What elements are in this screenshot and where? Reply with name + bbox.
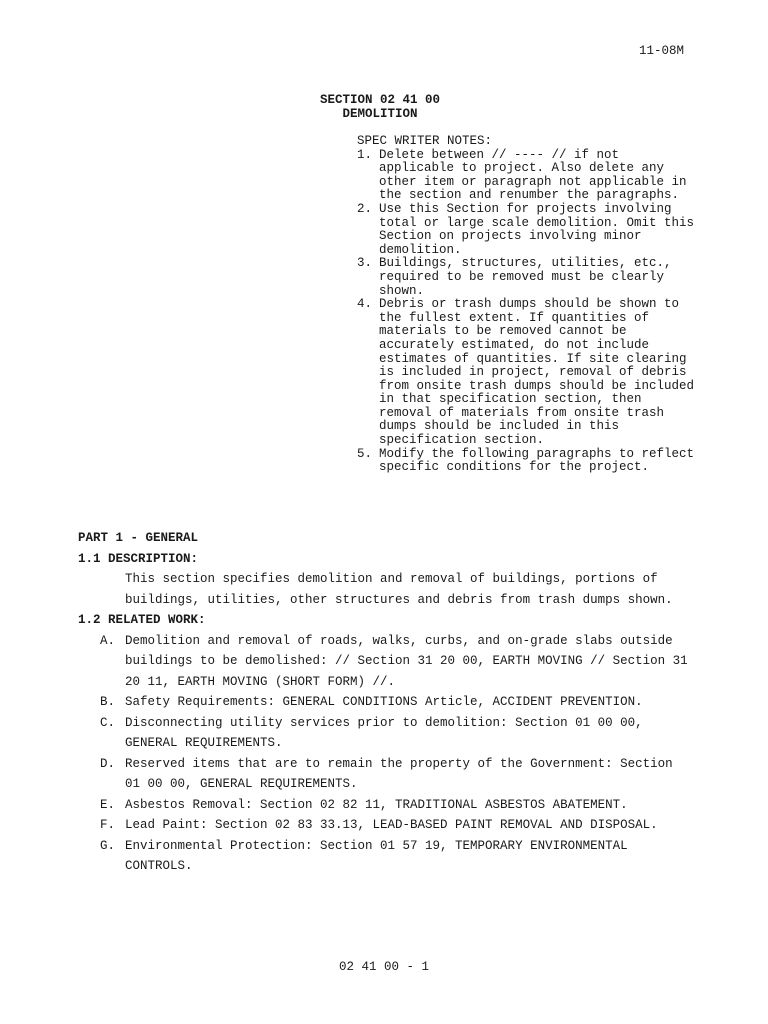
related-work-item xyxy=(78,836,688,877)
spec-note-number: 3. xyxy=(357,256,373,271)
spec-note-number: 5. xyxy=(357,446,373,461)
spec-note-text: Debris or trash dumps should be shown to the fullest extent. If quantities of materials to be removed cannot be accurately estimated, do not include estimates of quantities. If site clearing is included in project, removal of debris from onsite trash dumps should be included in that specification section, then removal of materials from onsite trash dumps should be included in this specification section. xyxy=(379,297,695,448)
spec-note-item xyxy=(357,149,697,203)
item-text: Lead Paint: Section 02 83 33.13, LEAD-BASED PAINT REMOVAL AND DISPOSAL. xyxy=(125,818,658,832)
section-title: DEMOLITION xyxy=(342,107,418,121)
spec-note-number: 4. xyxy=(357,297,373,312)
item-letter: D. xyxy=(100,756,116,771)
spec-notes-title: SPEC WRITER NOTES: xyxy=(357,134,493,148)
related-work-heading: 1.2 RELATED WORK: xyxy=(78,613,206,627)
spec-note-text: Modify the following paragraphs to reflect specific conditions for the project. xyxy=(379,446,695,475)
spec-writer-notes xyxy=(357,135,697,475)
page-footer-number: 02 41 00 - 1 xyxy=(338,960,429,974)
spec-note-item xyxy=(357,203,697,257)
related-work-item xyxy=(78,754,688,795)
spec-note-item xyxy=(357,448,697,475)
spec-note-text: Delete between // ---- // if not applicable to project. Also delete any other item or paragraph not applicable in the section and renumber the paragraphs. xyxy=(379,147,687,203)
section-number: SECTION 02 41 00 xyxy=(319,93,441,107)
related-work-item xyxy=(78,713,688,754)
part-1-general xyxy=(78,528,688,877)
related-work-item xyxy=(78,795,688,816)
item-text: Safety Requirements: GENERAL CONDITIONS Article, ACCIDENT PREVENTION. xyxy=(125,695,643,709)
related-work-item xyxy=(78,815,688,836)
item-letter: E. xyxy=(100,797,116,812)
section-heading xyxy=(290,93,470,121)
description-paragraph: This section specifies demolition and removal of buildings, portions of buildings, utilities, other structures and debris from trash dumps shown. xyxy=(125,572,673,607)
document-revision-code: 11-08M xyxy=(638,44,684,58)
item-letter: A. xyxy=(100,633,116,648)
part-title: PART 1 - GENERAL xyxy=(78,531,199,545)
item-text: Disconnecting utility services prior to demolition: Section 01 00 00, GENERAL REQUIREMENTS. xyxy=(125,715,643,750)
spec-note-number: 2. xyxy=(357,201,373,216)
related-work-list xyxy=(78,631,688,877)
spec-note-item xyxy=(357,257,697,298)
item-text: Environmental Protection: Section 01 57 19, TEMPORARY ENVIRONMENTAL CONTROLS. xyxy=(125,838,628,873)
item-letter: F. xyxy=(100,818,116,832)
item-text: Demolition and removal of roads, walks, curbs, and on-grade slabs outside buildings to be demolished: // Section 31 20 00, EARTH MOVING // Section 31 20 11, EARTH MOVING (SHORT FORM) //. xyxy=(125,633,688,689)
item-text: Reserved items that are to remain the property of the Government: Section 01 00 00, GENERAL REQUIREMENTS. xyxy=(125,756,673,791)
spec-note-text: Use this Section for projects involving total or large scale demolition. Omit this Section on projects involving minor demolition. xyxy=(379,201,695,257)
related-work-item xyxy=(78,692,688,713)
item-letter: B. xyxy=(100,695,116,709)
spec-notes-list xyxy=(357,149,697,475)
item-letter: C. xyxy=(100,715,116,730)
item-text: Asbestos Removal: Section 02 82 11, TRADITIONAL ASBESTOS ABATEMENT. xyxy=(125,797,628,812)
spec-note-number: 1. xyxy=(357,147,373,162)
spec-note-text: Buildings, structures, utilities, etc., required to be removed must be clearly shown. xyxy=(379,256,672,298)
item-letter: G. xyxy=(100,838,116,853)
related-work-item xyxy=(78,631,688,693)
spec-note-item xyxy=(357,298,697,448)
description-heading: 1.1 DESCRIPTION: xyxy=(78,551,199,566)
